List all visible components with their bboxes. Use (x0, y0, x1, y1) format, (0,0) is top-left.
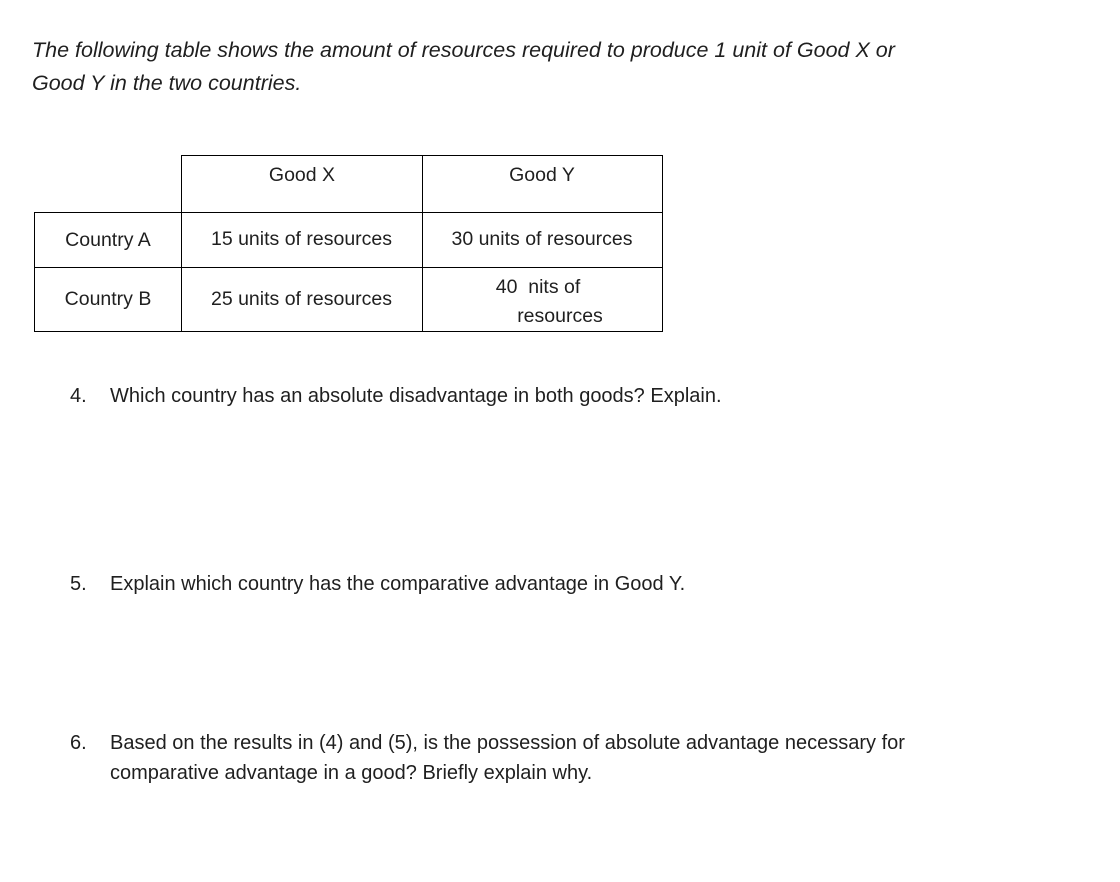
question-4 (70, 381, 722, 411)
question-text-line: Which country has an absolute disadvantage in both goods? Explain. (110, 385, 722, 407)
question-number: 6. (70, 732, 87, 754)
question-text (110, 569, 685, 599)
cell-country-b-good-y-line2: resources (517, 305, 603, 327)
question-text-line: comparative advantage in a good? Briefly explain why. (110, 762, 593, 784)
intro-line-1: The following table shows the amount of resources required to produce 1 unit of Good X or (32, 38, 895, 62)
row-label-country-a: Country A (34, 212, 182, 268)
question-text-line: Based on the results in (4) and (5), is the possession of absolute advantage necessary for (110, 732, 905, 754)
cell-country-b-good-x: 25 units of resources (181, 267, 423, 332)
question-text (110, 728, 905, 788)
question-5 (70, 569, 685, 599)
header-good-y: Good Y (422, 155, 663, 213)
question-text (110, 381, 722, 411)
intro-paragraph (32, 34, 1032, 100)
intro-line-2: Good Y in the two countries. (32, 71, 302, 95)
cell-country-b-good-y (422, 267, 663, 332)
question-text-line: Explain which country has the comparative advantage in Good Y. (110, 573, 686, 595)
cell-country-b-good-y-line1: 40 nits of (495, 276, 581, 298)
row-label-country-b: Country B (34, 267, 182, 332)
cell-country-a-good-x: 15 units of resources (181, 212, 423, 268)
cell-country-a-good-y: 30 units of resources (422, 212, 663, 268)
question-6 (70, 728, 905, 788)
question-number: 5. (70, 573, 87, 595)
header-good-x: Good X (181, 155, 423, 213)
question-number: 4. (70, 385, 87, 407)
